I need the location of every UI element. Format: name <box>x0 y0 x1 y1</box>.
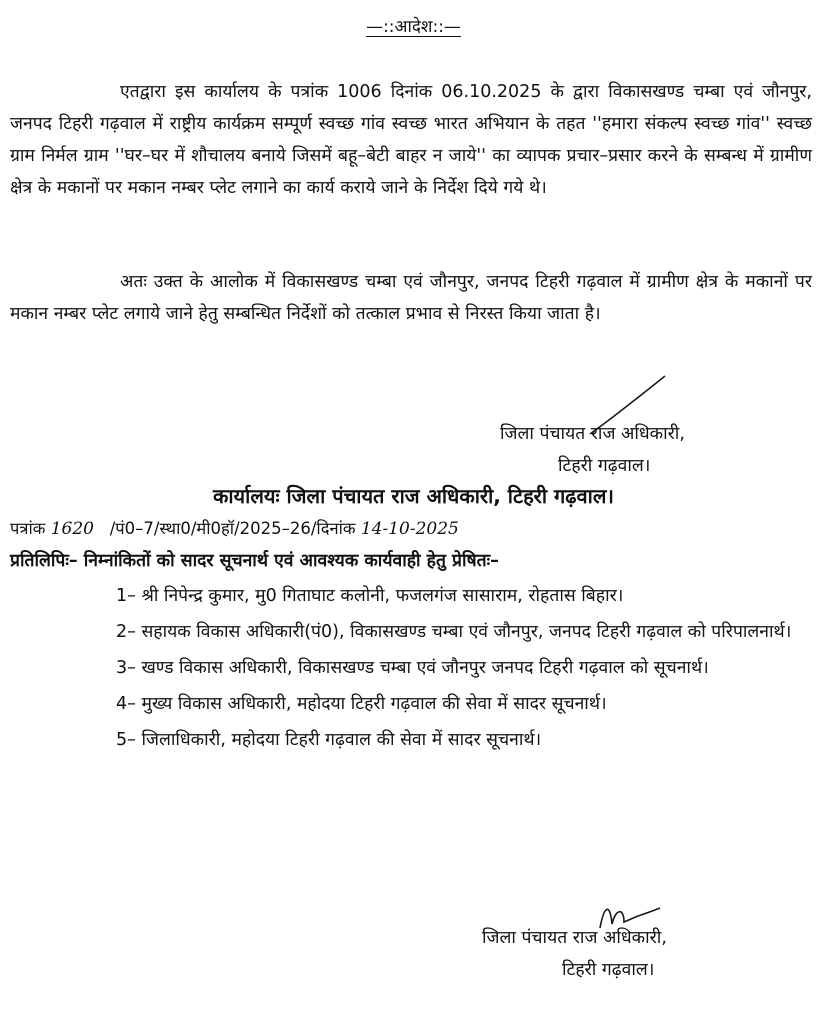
signatory-designation: जिला पंचायत राज अधिकारी, <box>482 928 667 948</box>
signature-block-1 <box>500 418 685 482</box>
order-paragraph-1: एतद्वारा इस कार्यालय के पत्रांक 1006 दिनांक 06.10.2025 के द्वारा विकासखण्ड चम्बा एवं जौनपुर, जनपद टिहरी गढ़वाल में राष्ट्रीय कार्यक्रम सम्पूर्ण स्वच्छ गांव स्वच्छ भारत अभियान के तहत ''हमारा संकल्प स्वच्छ गांव'' स्वच्छ ग्राम निर्मल ग्राम ''घर–घर में शौचालय बनाये जिसमें बहू–बेटी बाहर न जाये'' का व्यापक प्रचार–प्रसार करने के सम्बन्ध में ग्रामीण क्षेत्र के मकानों पर मकान नम्बर प्लेट लगाने का कार्य कराये जाने के निर्देश दिये गये थे। <box>10 82 812 198</box>
order-heading: —::आदेश::— <box>366 17 461 37</box>
list-item: 1– श्री निपेन्द्र कुमार, मु0 गिताघाट कलोनी, फजलगंज सासाराम, रोहतास बिहार। <box>116 586 624 606</box>
copy-label: प्रतिलिपिः– <box>10 551 78 571</box>
reference-number: 1620 <box>50 519 94 539</box>
signature-block-2 <box>482 922 667 986</box>
signatory-district: टिहरी गढ़वाल। <box>562 960 655 980</box>
list-item: 4– मुख्य विकास अधिकारी, महोदया टिहरी गढ़वाल की सेवा में सादर सूचनार्थ। <box>116 694 607 714</box>
signatory-district: टिहरी गढ़वाल। <box>558 456 651 476</box>
reference-line <box>10 516 459 539</box>
reference-date: 14-10-2025 <box>360 519 459 539</box>
list-item: 2– सहायक विकास अधिकारी(पं0), विकासखण्ड चम्बा एवं जौनपुर, जनपद टिहरी गढ़वाल को परिपालनार्थ। <box>116 622 792 642</box>
list-item: 5– जिलाधिकारी, महोदया टिहरी गढ़वाल की सेवा में सादर सूचनार्थ। <box>116 730 542 750</box>
copy-list <box>116 580 816 760</box>
list-item: 3– खण्ड विकास अधिकारी, विकासखण्ड चम्बा एवं जौनपुर जनपद टिहरी गढ़वाल को सूचनार्थ। <box>116 658 709 678</box>
signatory-designation: जिला पंचायत राज अधिकारी, <box>500 424 685 444</box>
reference-prefix: पत्रांक <box>10 519 46 538</box>
copy-header <box>10 548 499 572</box>
order-paragraph-2: अतः उक्त के आलोक में विकासखण्ड चम्बा एवं जौनपुर, जनपद टिहरी गढ़वाल में ग्रामीण क्षेत्र के मकानों पर मकान नम्बर प्लेट लगाये जाने हेतु सम्बन्धित निर्देशों को तत्काल प्रभाव से निरस्त किया जाता है। <box>10 272 812 324</box>
office-title: कार्यालयः जिला पंचायत राज अधिकारी, टिहरी गढ़वाल। <box>213 484 614 508</box>
reference-code: /पं0–7/स्था0/मी0हॉ/2025–26/दिनांक <box>109 519 356 538</box>
copy-heading: निम्नांकितों को सादर सूचनार्थ एवं आवश्यक कार्यवाही हेतु प्रेषितः– <box>83 551 499 571</box>
